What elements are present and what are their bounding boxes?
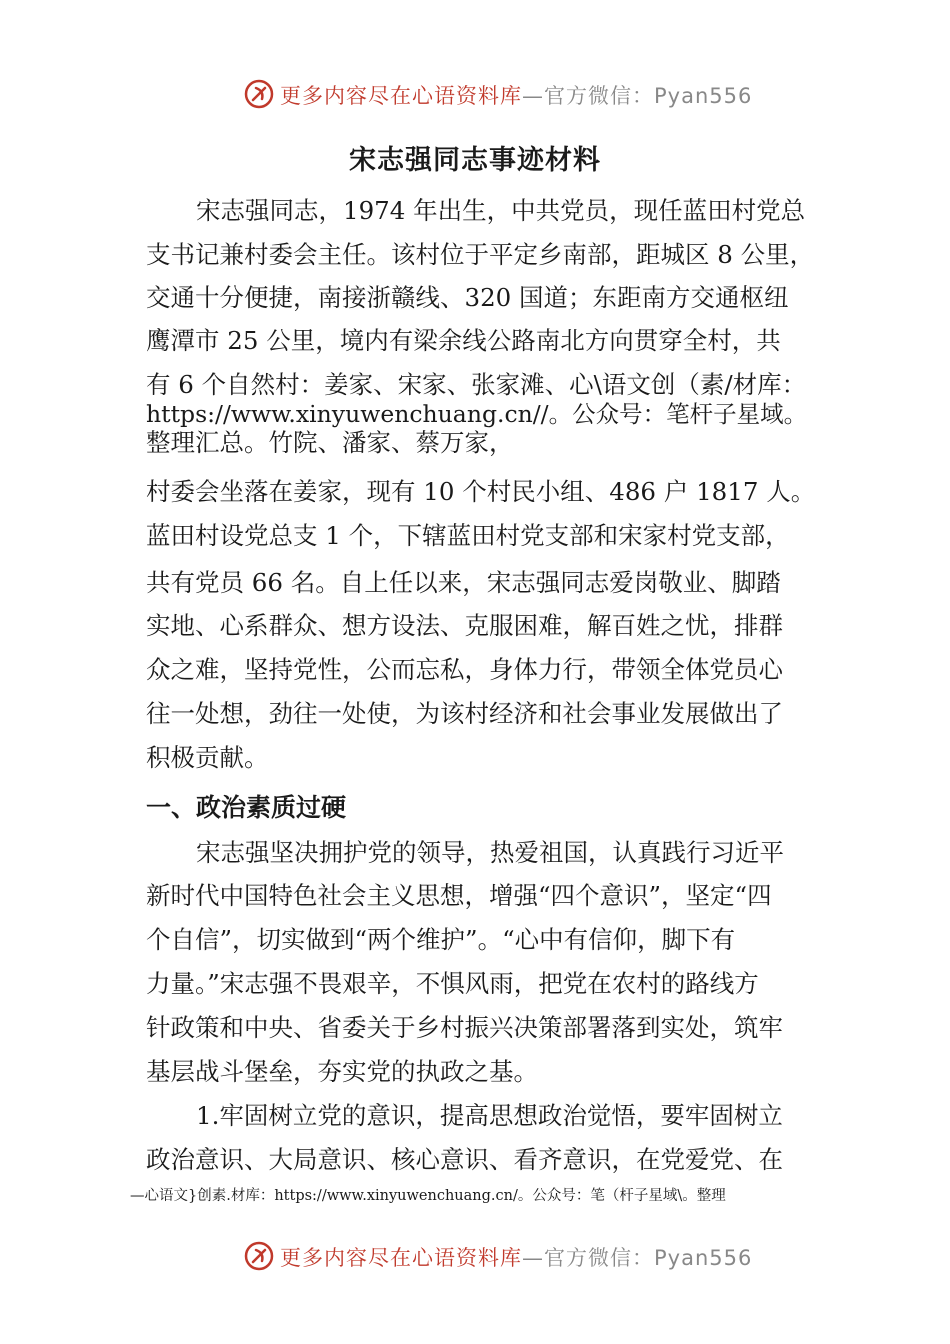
footnote-watermark: —心语文}创素.材库：https://www.xinyuwenchuang.cn/。公众号：笔（杆子星域\。整理 (130, 1188, 726, 1204)
text-line: 众之难，坚持党性，公而忘私，身体力行，带领全体党员心 (146, 655, 783, 684)
text-line: https://www.xinyuwenchuang.cn//。公众号：笔杆子星域。 (146, 400, 808, 428)
text-line: 往一处想，劲往一处使，为该村经济和社会事业发展做出了 (146, 699, 783, 728)
text-line: 积极贡献。 (146, 743, 269, 772)
text-line: 村委会坐落在姜家，现有 10 个村民小组、486 户 1817 人。 (146, 477, 816, 506)
text-line: 整理汇总。竹院、潘家、蔡万家， (146, 428, 514, 457)
text-line: 1.牢固树立党的意识，提高思想政治觉悟，要牢固树立 (196, 1101, 783, 1130)
text-line: 实地、心系群众、想方设法、克服困难，解百姓之忧，排群 (146, 611, 783, 640)
banner-text: 更多内容尽在心语资料库—官方微信：Pyan556 (280, 1246, 753, 1270)
text-line: 基层战斗堡垒，夯实党的执政之基。 (146, 1057, 538, 1086)
logo-icon (244, 79, 274, 109)
text-line: 个自信”，切实做到“两个维护”。“心中有信仰，脚下有 (146, 925, 736, 954)
text-line: 有 6 个自然村：姜家、宋家、张家滩、心\语文创（素/材库： (146, 370, 807, 399)
document-title: 宋志强同志事迹材料 (349, 145, 601, 176)
text-line: 共有党员 66 名。自上任以来，宋志强同志爱岗敬业、脚踏 (146, 568, 781, 597)
section-heading: 一、政治素质过硬 (146, 793, 347, 822)
banner-text: 更多内容尽在心语资料库—官方微信：Pyan556 (280, 84, 753, 108)
logo-icon (244, 1241, 274, 1271)
top-banner (0, 76, 950, 116)
bottom-banner (0, 1238, 950, 1278)
text-line: 力量。”宋志强不畏艰辛，不惧风雨，把党在农村的路线方 (146, 969, 759, 998)
text-line: 交通十分便捷，南接浙赣线、320 国道；东距南方交通枢纽 (146, 283, 789, 312)
text-line: 政治意识、大局意识、核心意识、看齐意识，在党爱党、在 (146, 1145, 783, 1174)
text-line: 宋志强坚决拥护党的领导，热爱祖国，认真践行习近平 (196, 838, 784, 867)
text-line: 宋志强同志，1974 年出生，中共党员，现任蓝田村党总 (196, 196, 806, 225)
text-line: 新时代中国特色社会主义思想，增强“四个意识”，坚定“四 (146, 881, 772, 910)
text-line: 针政策和中央、省委关于乡村振兴决策部署落到实处，筑牢 (146, 1013, 783, 1042)
text-line: 支书记兼村委会主任。该村位于平定乡南部，距城区 8 公里， (146, 240, 815, 269)
text-line: 鹰潭市 25 公里，境内有梁余线公路南北方向贯穿全村，共 (146, 326, 781, 355)
text-line: 蓝田村设党总支 1 个，下辖蓝田村党支部和宋家村党支部， (146, 521, 790, 550)
